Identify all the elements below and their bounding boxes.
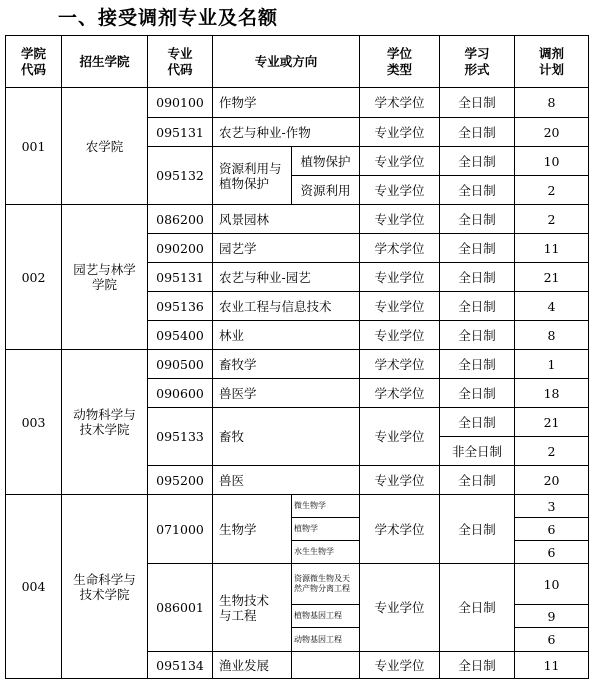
major-name: 生物技术 与工程 [213,564,292,652]
plan-count: 10 [515,564,589,605]
plan-count: 9 [515,605,589,628]
plan-count: 10 [515,147,589,176]
degree-type: 专业学位 [360,205,440,234]
college-name: 动物科学与 技术学院 [62,350,148,495]
major-code: 090500 [148,350,213,379]
study-form: 全日制 [440,118,515,147]
major-name: 兽医 [213,466,360,495]
major-name: 畜牧学 [213,350,360,379]
table-row [6,88,589,118]
table-header-row [6,36,589,88]
study-form: 全日制 [440,350,515,379]
major-code: 090600 [148,379,213,408]
adjustment-table [5,35,589,679]
major-name: 兽医学 [213,379,360,408]
major-direction: 微生物学 [292,495,360,518]
plan-count: 11 [515,234,589,263]
degree-type: 学术学位 [360,495,440,564]
study-form: 全日制 [440,379,515,408]
college-code: 001 [6,88,62,205]
study-form: 全日制 [440,321,515,350]
college-name: 农学院 [62,88,148,205]
study-form: 全日制 [440,495,515,564]
table-row [6,495,589,518]
major-name: 农业工程与信息技术 [213,292,360,321]
major-name: 资源利用与 植物保护 [213,147,292,205]
degree-type: 专业学位 [360,176,440,205]
degree-type: 专业学位 [360,263,440,292]
study-form: 全日制 [440,564,515,652]
college-code: 004 [6,495,62,679]
major-name: 风景园林 [213,205,360,234]
major-direction: 植物基因工程 [292,605,360,628]
header-study-form: 学习 形式 [440,36,515,88]
header-college-code: 学院 代码 [6,36,62,88]
study-form: 全日制 [440,147,515,176]
plan-count: 18 [515,379,589,408]
major-code: 095136 [148,292,213,321]
major-name: 农艺与种业-园艺 [213,263,360,292]
degree-type: 专业学位 [360,292,440,321]
college-name: 园艺与林学 学院 [62,205,148,350]
major-direction: 植物保护 [292,147,360,176]
table-row [6,350,589,379]
major-code: 086200 [148,205,213,234]
study-form: 全日制 [440,263,515,292]
study-form: 全日制 [440,234,515,263]
major-code: 095131 [148,263,213,292]
major-name: 渔业发展 [213,652,292,679]
major-direction: 动物基因工程 [292,628,360,652]
header-college-name: 招生学院 [62,36,148,88]
plan-count: 8 [515,88,589,118]
plan-count: 6 [515,628,589,652]
major-code: 090100 [148,88,213,118]
plan-count: 4 [515,292,589,321]
study-form: 全日制 [440,652,515,679]
major-code: 071000 [148,495,213,564]
college-name: 生命科学与 技术学院 [62,495,148,679]
major-direction: 资源微生物及天然产物分离工程 [292,564,360,605]
major-direction: 水生生物学 [292,541,360,564]
degree-type: 专业学位 [360,408,440,466]
degree-type: 学术学位 [360,234,440,263]
study-form: 非全日制 [440,437,515,466]
major-code: 090200 [148,234,213,263]
header-degree-type: 学位 类型 [360,36,440,88]
plan-count: 6 [515,541,589,564]
degree-type: 学术学位 [360,88,440,118]
plan-count: 2 [515,176,589,205]
plan-count: 8 [515,321,589,350]
major-code: 095400 [148,321,213,350]
plan-count: 3 [515,495,589,518]
header-major-code: 专业 代码 [148,36,213,88]
study-form: 全日制 [440,176,515,205]
degree-type: 专业学位 [360,652,440,679]
table-row [6,205,589,234]
major-code: 095133 [148,408,213,466]
plan-count: 21 [515,408,589,437]
degree-type: 学术学位 [360,350,440,379]
major-name: 生物学 [213,495,292,564]
plan-count: 11 [515,652,589,679]
major-code: 095131 [148,118,213,147]
major-direction: 植物学 [292,518,360,541]
major-name: 畜牧 [213,408,360,466]
major-direction: 资源利用 [292,176,360,205]
study-form: 全日制 [440,205,515,234]
major-name: 作物学 [213,88,360,118]
plan-count: 2 [515,205,589,234]
header-plan: 调剂 计划 [515,36,589,88]
major-name: 园艺学 [213,234,360,263]
study-form: 全日制 [440,408,515,437]
plan-count: 1 [515,350,589,379]
college-code: 003 [6,350,62,495]
plan-count: 21 [515,263,589,292]
degree-type: 专业学位 [360,564,440,652]
major-name: 林业 [213,321,360,350]
study-form: 全日制 [440,466,515,495]
major-code: 095134 [148,652,213,679]
degree-type: 专业学位 [360,321,440,350]
page-title: 一、接受调剂专业及名额 [58,7,279,29]
study-form: 全日制 [440,88,515,118]
plan-count: 6 [515,518,589,541]
major-name: 农艺与种业-作物 [213,118,360,147]
degree-type: 专业学位 [360,466,440,495]
degree-type: 专业学位 [360,118,440,147]
degree-type: 专业学位 [360,147,440,176]
plan-count: 20 [515,118,589,147]
major-code: 086001 [148,564,213,652]
header-major-direction: 专业或方向 [213,36,360,88]
degree-type: 学术学位 [360,379,440,408]
major-code: 095200 [148,466,213,495]
study-form: 全日制 [440,292,515,321]
major-code: 095132 [148,147,213,205]
college-code: 002 [6,205,62,350]
major-direction-empty [292,652,360,679]
plan-count: 2 [515,437,589,466]
plan-count: 20 [515,466,589,495]
